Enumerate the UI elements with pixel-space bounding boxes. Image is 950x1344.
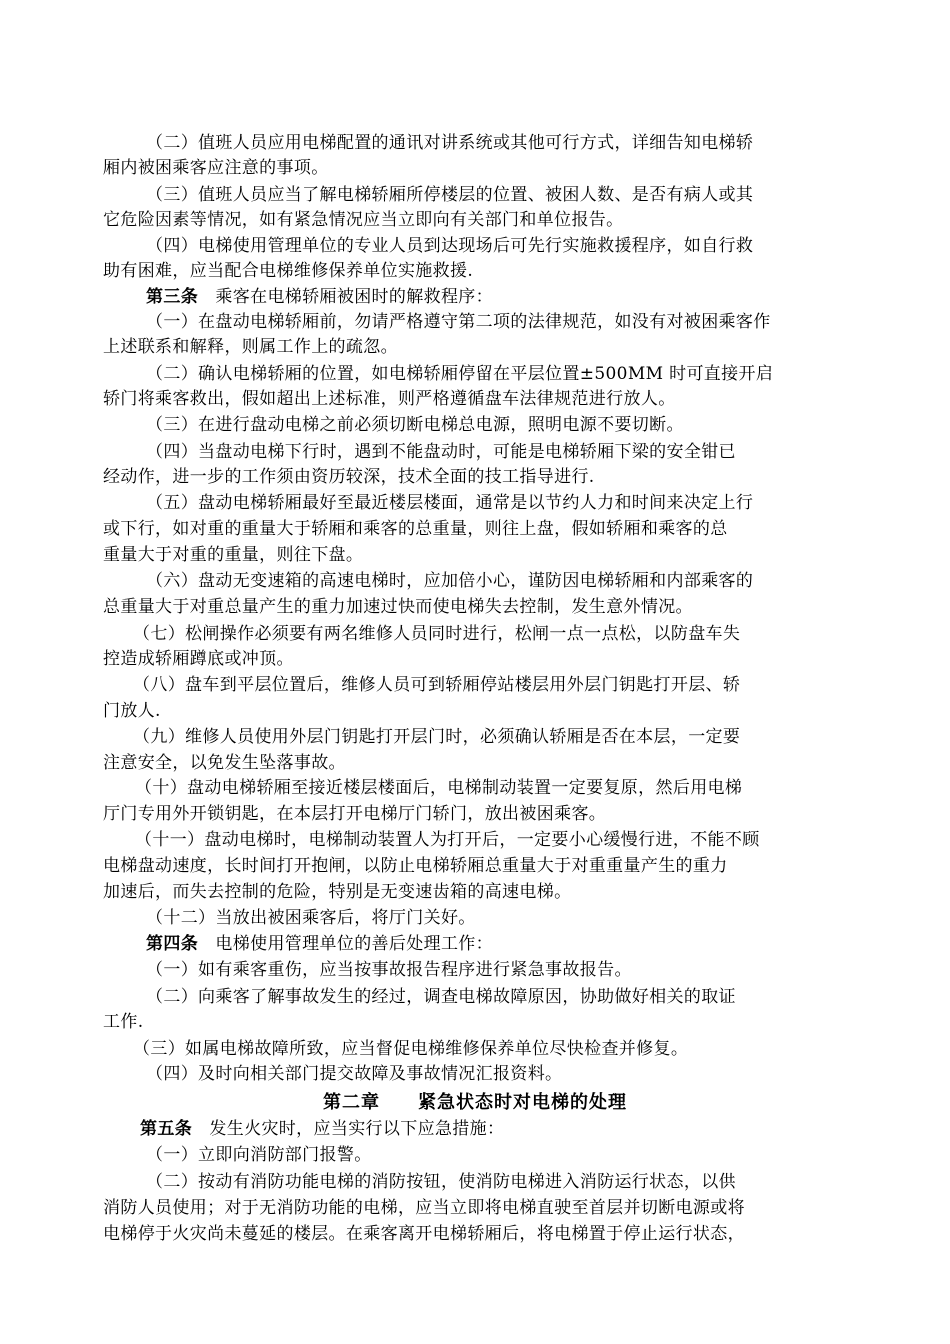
text-line: [103, 646, 950, 672]
line-text: （二）值班人员应用电梯配置的通讯对讲系统或其他可行方式，详细告知电梯轿: [146, 133, 754, 153]
text-line: [146, 1142, 950, 1168]
line-text: 电梯使用管理单位的善后处理工作：: [198, 934, 494, 954]
line-text: （八）盘车到平层位置后，维修人员可到轿厢停站楼层用外层门钥匙打开层、轿: [133, 675, 741, 695]
text-line: [146, 233, 950, 259]
text-line: [135, 775, 950, 801]
text-line: [103, 155, 950, 181]
text-line: [103, 386, 950, 412]
text-line: [103, 594, 950, 620]
text-line: [103, 334, 950, 360]
text-line: [146, 490, 950, 516]
line-text: （十）盘动电梯轿厢至接近楼层楼面后，电梯制动装置一定要复原，然后用电梯: [135, 778, 743, 798]
line-text: 注意安全，以免发生坠落事故。: [103, 753, 346, 773]
text-line: [146, 361, 950, 387]
line-text: 发生火灾时，应当实行以下应急措施：: [192, 1119, 505, 1139]
line-text: （二）向乘客了解事故发生的经过，调查电梯故障原因，协助做好相关的取证: [146, 987, 736, 1007]
text-line: [103, 207, 950, 233]
text-line: [146, 309, 950, 335]
text-line: [103, 801, 950, 827]
text-line: [103, 750, 950, 776]
line-text: （三）值班人员应当了解电梯轿厢所停楼层的位置、被困人数、是否有病人或其: [146, 185, 754, 205]
line-text: 厅门专用外开锁钥匙，在本层打开电梯厅门轿门，放出被困乘客。: [103, 804, 607, 824]
line-text: 电梯盘动速度，长时间打开抱闸，以防止电梯轿厢总重量大于对重重量产生的重力: [103, 856, 728, 876]
line-text: 消防人员使用；对于无消防功能的电梯，应当立即将电梯直驶至首层并切断电源或将: [103, 1198, 745, 1218]
text-line: [133, 724, 950, 750]
line-text: （七）松闸操作必须要有两名维修人员同时进行，松闸一点一点松，以防盘车失: [133, 624, 741, 644]
article-number: 第四条: [146, 934, 199, 954]
text-line: [146, 439, 950, 465]
text-line: [146, 412, 950, 438]
line-text: 门放人.: [103, 701, 161, 721]
chapter-heading: 第二章 紧急状态时对电梯的处理: [323, 1092, 627, 1113]
text-line: [103, 542, 950, 568]
text-line: [146, 182, 950, 208]
line-text: （二）确认电梯轿厢的位置，如电梯轿厢停留在平层位置±500MM 时可直接开启: [146, 364, 774, 384]
line-text: 上述联系和解释，则属工作上的疏忽。: [103, 337, 398, 357]
line-text: 轿门将乘客救出，假如超出上述标准，则严格遵循盘车法律规范进行放人。: [103, 389, 676, 409]
line-text: 或下行，如对重的重量大于轿厢和乘客的总重量，则往上盘，假如轿厢和乘客的总: [103, 519, 728, 539]
text-line: [103, 1221, 950, 1247]
line-text: 电梯停于火灾尚未蔓延的楼层。在乘客离开电梯轿厢后，将电梯置于停止运行状态，: [103, 1224, 745, 1244]
text-line: [103, 1195, 950, 1221]
text-line: [146, 1061, 950, 1087]
text-line: [146, 130, 950, 156]
text-line: [146, 984, 950, 1010]
line-text: 经动作，进一步的工作须由资历较深，技术全面的技工指导进行.: [103, 467, 595, 487]
article-number: 第五条: [140, 1119, 193, 1139]
text-line: [103, 464, 950, 490]
line-text: 它危险因素等情况，如有紧急情况应当立即向有关部门和单位报告。: [103, 210, 624, 230]
text-line: [146, 905, 950, 931]
line-text: （十二）当放出被困乘客后，将厅门关好。: [146, 908, 476, 928]
line-text: 厢内被困乘客应注意的事项。: [103, 158, 329, 178]
line-text: （五）盘动电梯轿厢最好至最近楼层楼面，通常是以节约人力和时间来决定上行: [146, 493, 754, 513]
text-line: [133, 621, 950, 647]
line-text: 重量大于对重的重量，则往下盘。: [103, 545, 364, 565]
article-number: 第三条: [146, 287, 199, 307]
line-text: （一）在盘动电梯轿厢前，勿请严格遵守第二项的法律规范，如没有对被困乘客作: [146, 312, 771, 332]
text-line: [103, 698, 950, 724]
text-line: [103, 879, 950, 905]
text-line: [140, 1116, 950, 1142]
text-line: [146, 1169, 950, 1195]
line-text: 乘客在电梯轿厢被困时的解救程序：: [198, 287, 494, 307]
line-text: （六）盘动无变速箱的高速电梯时，应加倍小心，谨防因电梯轿厢和内部乘客的: [146, 571, 754, 591]
line-text: 总重量大于对重总量产生的重力加速过快而使电梯失去控制，发生意外情况。: [103, 597, 693, 617]
line-text: 助有困难，应当配合电梯维修保养单位实施救援.: [103, 261, 474, 281]
text-line: [133, 1036, 950, 1062]
line-text: （一）立即向消防部门报警。: [146, 1145, 372, 1165]
text-line: [103, 516, 950, 542]
text-line: [103, 1009, 950, 1035]
line-text: （九）维修人员使用外层门钥匙打开层门时，必须确认轿厢是否在本层，一定要: [133, 727, 741, 747]
line-text: 工作.: [103, 1012, 144, 1032]
line-text: （二）按动有消防功能电梯的消防按钮，使消防电梯进入消防运行状态，以供: [146, 1172, 736, 1192]
line-text: （四）及时向相关部门提交故障及事故情况汇报资料。: [146, 1064, 563, 1084]
line-text: 控造成轿厢蹲底或冲顶。: [103, 649, 294, 669]
line-text: 加速后，而失去控制的危险，特别是无变速齿箱的高速电梯。: [103, 882, 572, 902]
line-text: （三）如属电梯故障所致，应当督促电梯维修保养单位尽快检查并修复。: [133, 1039, 689, 1059]
text-line: [146, 957, 950, 983]
text-line: [135, 827, 950, 853]
text-line: [146, 931, 950, 957]
text-line: [146, 284, 950, 310]
line-text: （四）当盘动电梯下行时，遇到不能盘动时，可能是电梯轿厢下梁的安全钳已: [146, 442, 736, 462]
text-line: [103, 258, 950, 284]
line-text: （四）电梯使用管理单位的专业人员到达现场后可先行实施救援程序，如自行救: [146, 236, 754, 256]
line-text: （一）如有乘客重伤，应当按事故报告程序进行紧急事故报告。: [146, 960, 632, 980]
line-text: （十一）盘动电梯时，电梯制动装置人为打开后，一定要小心缓慢行进，不能不顾: [135, 830, 760, 850]
line-text: （三）在进行盘动电梯之前必须切断电梯总电源，照明电源不要切断。: [146, 415, 684, 435]
text-line: [103, 853, 950, 879]
text-line: [133, 672, 950, 698]
text-line: [146, 568, 950, 594]
